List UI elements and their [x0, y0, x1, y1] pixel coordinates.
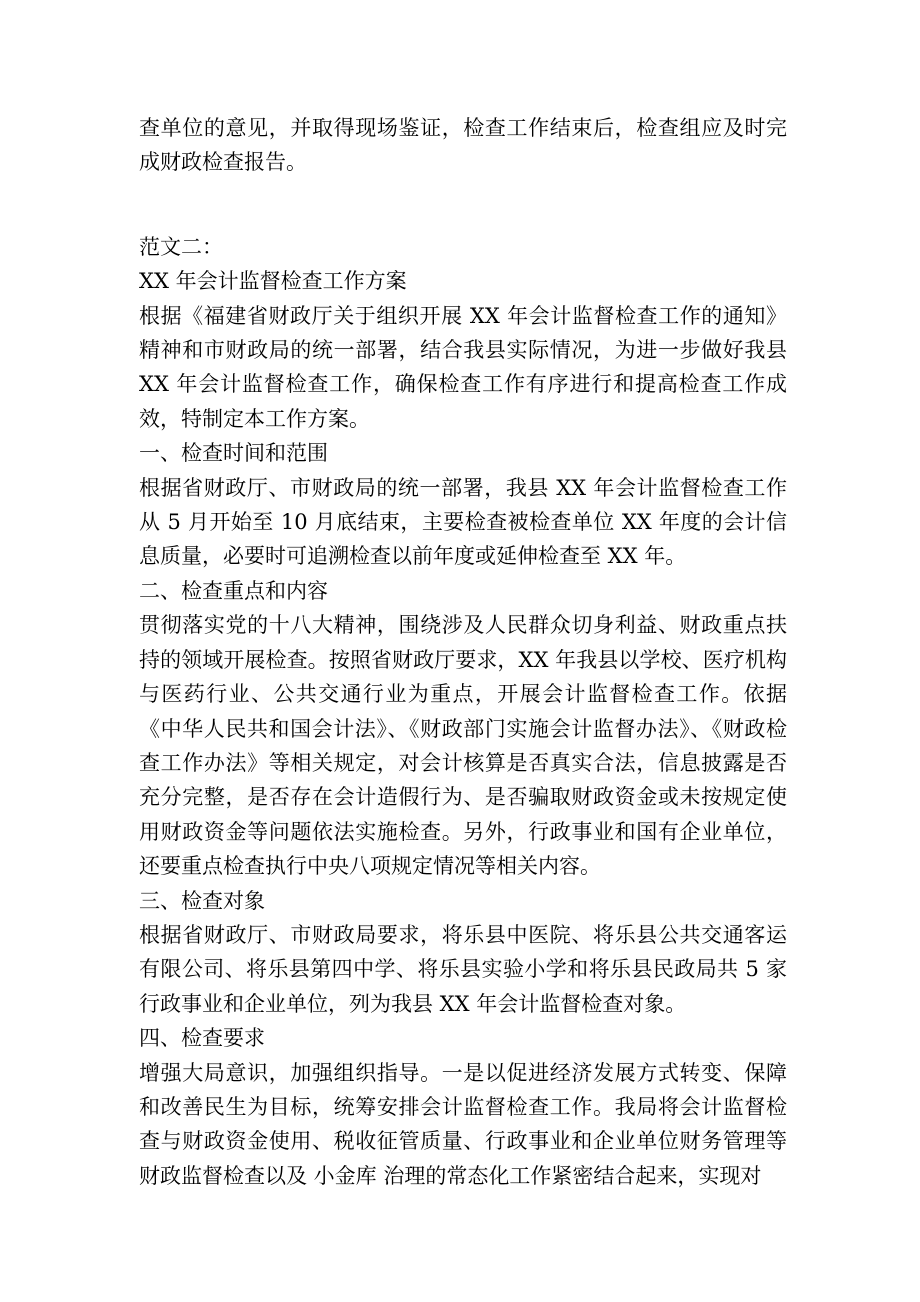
- intro-body-paragraph: 根据《福建省财政厅关于组织开展 XX 年会计监督检查工作的通知》精神和市财政局的统一部署，结合我县实际情况，为进一步做好我县 XX 年会计监督检查工作，确保检查工作有序进行和提高检查工作成效，特制定本工作方案。: [139, 303, 787, 431]
- intro-paragraph: 查单位的意见，并取得现场鉴证，检查工作结束后，检查组应及时完成财政检查报告。: [139, 116, 787, 175]
- heading-inspection-targets: 三、检查对象: [139, 888, 265, 913]
- section-gap: [139, 180, 787, 230]
- heading-time-scope: 一、检查时间和范围: [139, 441, 328, 466]
- paragraph-focus-content: 贯彻落实党的十八大精神，围绕涉及人民群众切身利益、财政重点扶持的领域开展检查。按照省财政厅要求，XX 年我县以学校、医疗机构与医药行业、公共交通行业为重点，开展会计监督检查工作。依据《中华人民共和国会计法》、《财政部门实施会计监督办法》、《财政检查工作办法》等相关规定，对会计核算是否真实合法，信息披露是否充分完整，是否存在会计造假行为、是否骗取财政资金或未按规定使用财政资金等问题依法实施检查。另外，行政事业和国有企业单位，还要重点检查执行中央八项规定情况等相关内容。: [139, 613, 787, 879]
- document-title: XX 年会计监督检查工作方案: [139, 269, 407, 294]
- heading-inspection-requirements: 四、检查要求: [139, 1026, 265, 1051]
- paragraph-time-scope: 根据省财政厅、市财政局的统一部署，我县 XX 年会计监督检查工作从 5 月开始至 10 月底结束，主要检查被检查单位 XX 年度的会计信息质量，必要时可追溯检查以前年度或延伸检查至 XX 年。: [139, 475, 787, 569]
- paragraph-inspection-requirements: 增强大局意识，加强组织指导。一是以促进经济发展方式转变、保障和改善民生为目标，统筹安排会计监督检查工作。我局将会计监督检查与财政资金使用、税收征管质量、行政事业和企业单位财务管理等财政监督检查以及 小金库 治理的常态化工作紧密结合起来，实现对: [139, 1060, 787, 1188]
- paragraph-inspection-targets: 根据省财政厅、市财政局要求，将乐县中医院、将乐县公共交通客运有限公司、将乐县第四中学、将乐县实验小学和将乐县民政局共 5 家行政事业和企业单位，列为我县 XX 年会计监督检查对象。: [139, 922, 787, 1016]
- heading-focus-content: 二、检查重点和内容: [139, 578, 328, 603]
- sample-label: 范文二：: [139, 234, 223, 259]
- document-page: [139, 111, 787, 1193]
